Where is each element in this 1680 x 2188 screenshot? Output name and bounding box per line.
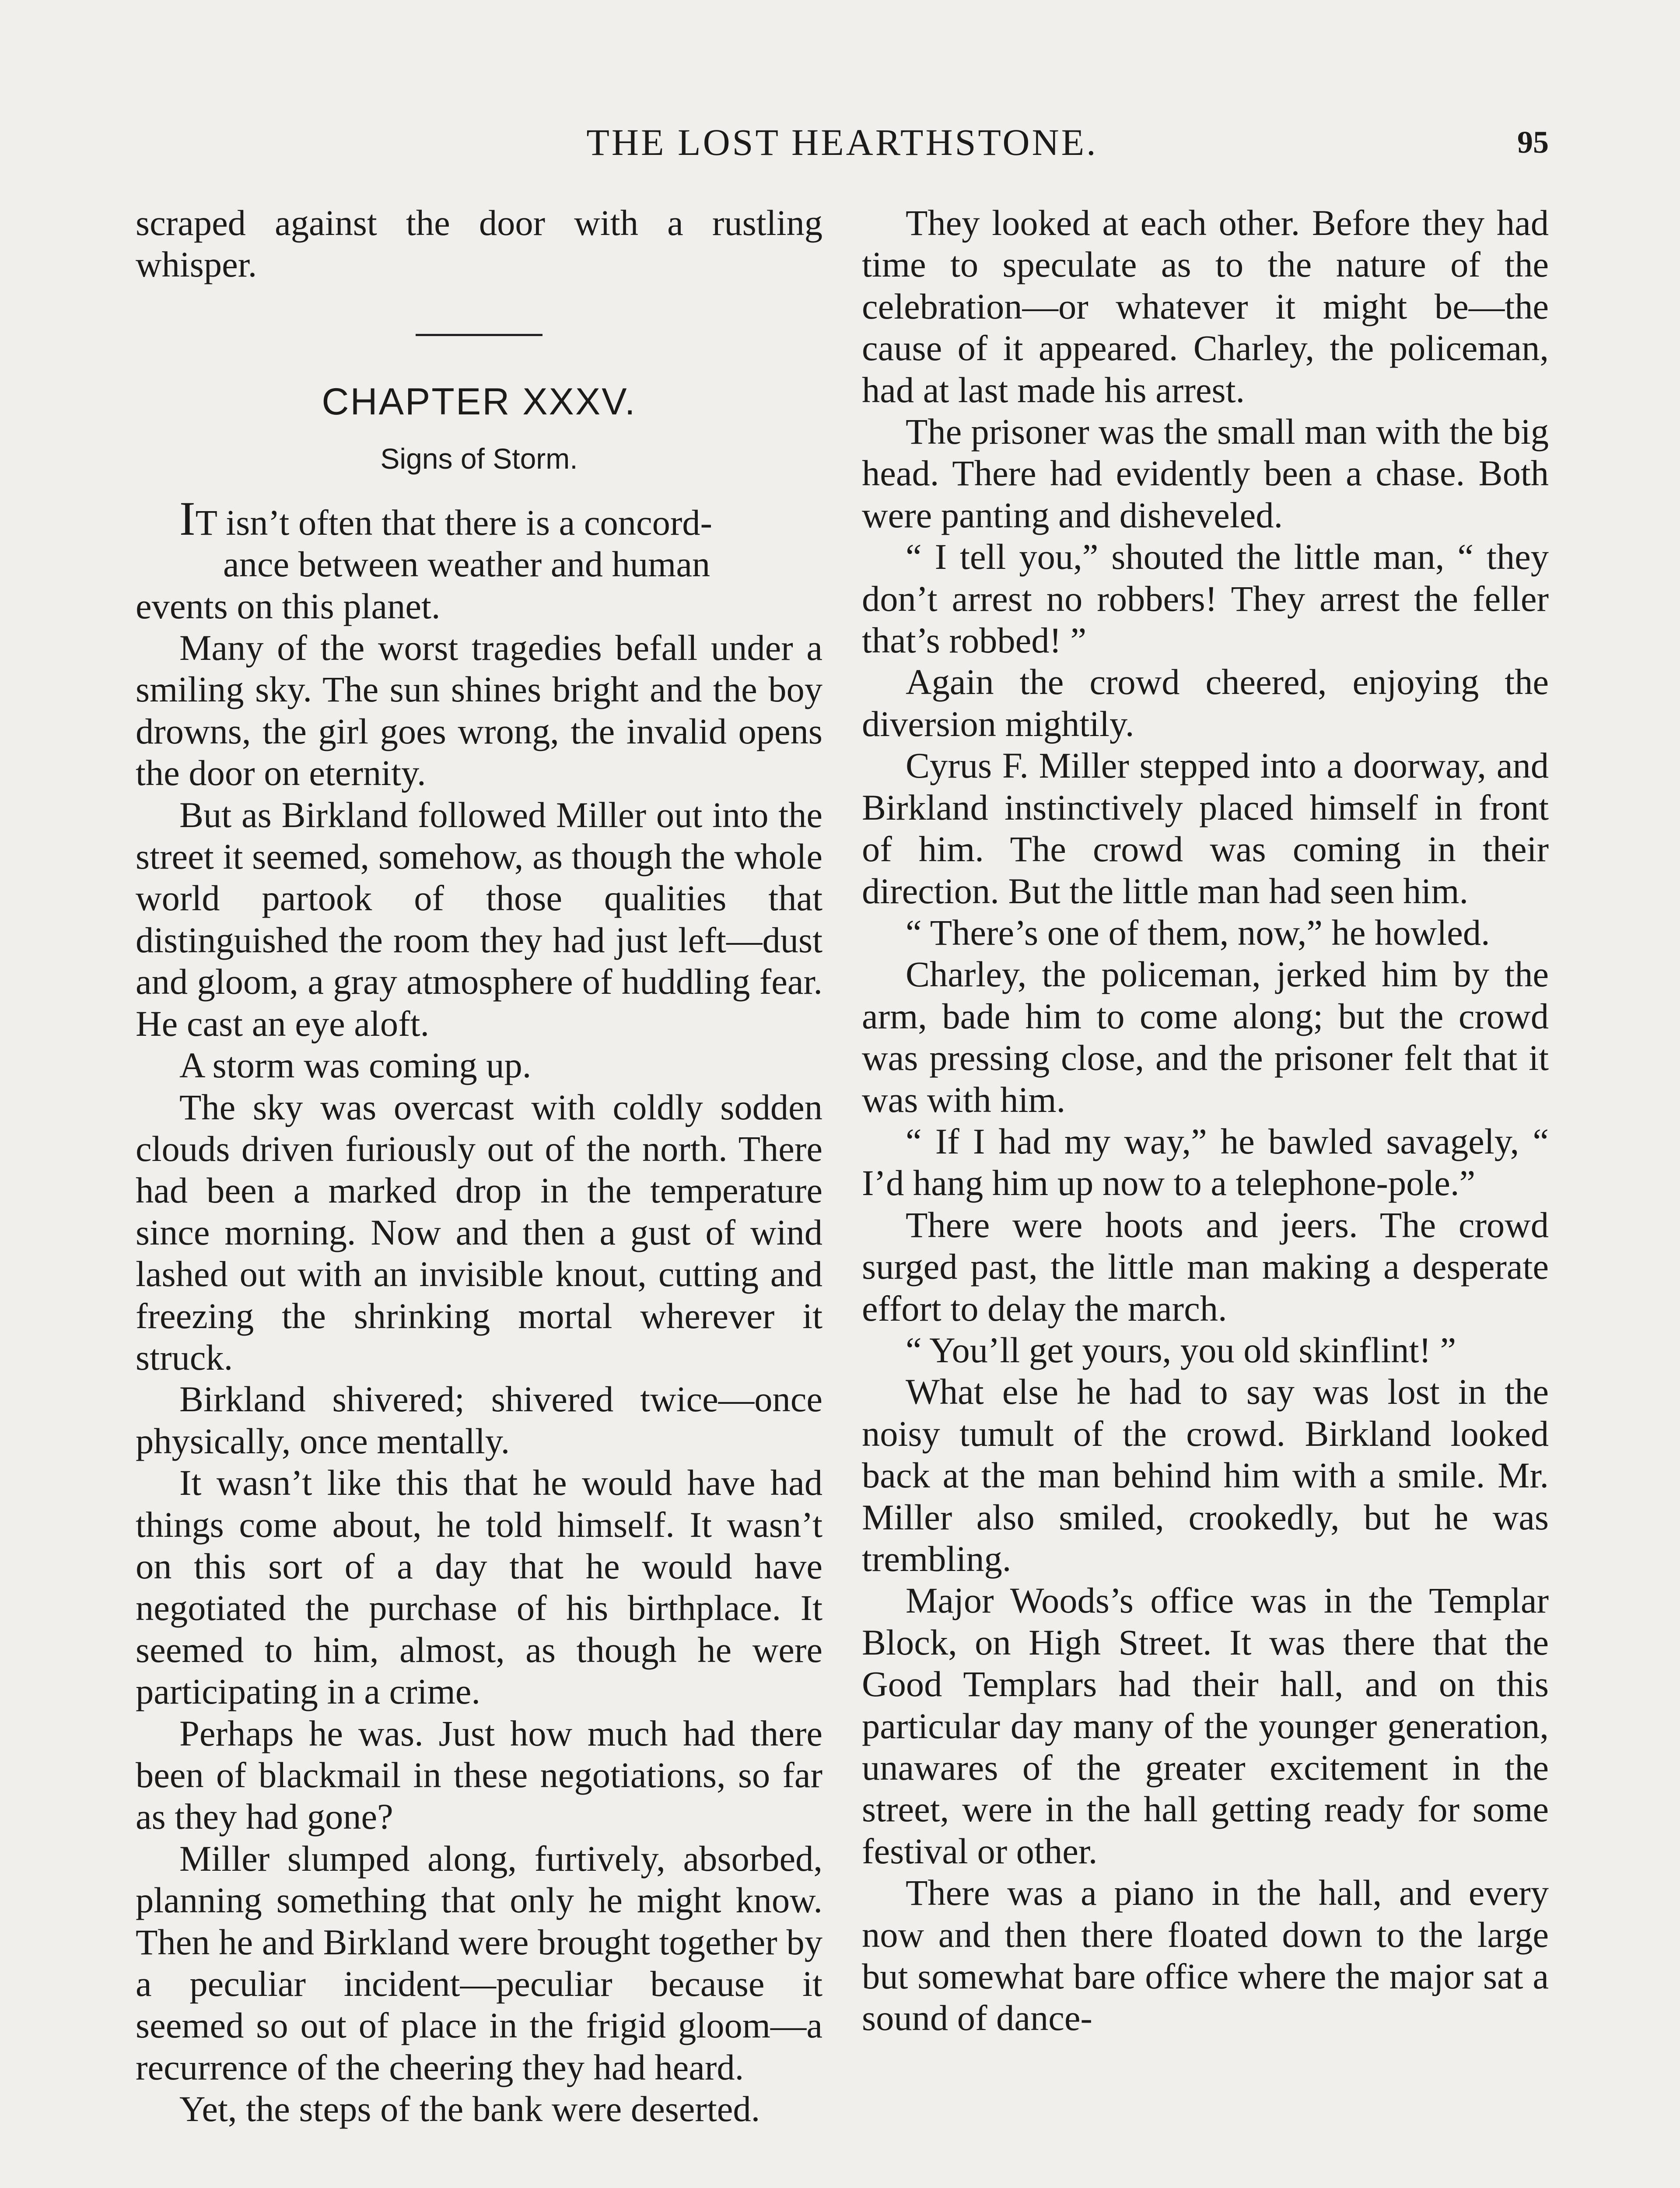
opening-paragraph (136, 491, 822, 627)
paragraph: Charley, the policeman, jerked him by the arm, bade him to come along; but the crowd was pressing close, and the prisoner felt that it was with him. (862, 954, 1549, 1120)
section-divider (416, 334, 542, 336)
paragraph: “ I tell you,” shouted the little man, “ they don’t arrest no robbers! They arrest the feller that’s robbed! ” (862, 536, 1549, 661)
paragraph: Major Woods’s office was in the Templar Block, on High Street. It was there that the Good Templars had their hall, and on this particular day many of the younger generation, unawares of the greater excitement in the street, were in the hall getting ready for some festival or other. (862, 1580, 1549, 1871)
chapter-subtitle: Signs of Storm. (380, 442, 578, 475)
paragraph: Cyrus F. Miller stepped into a doorway, and Birkland instinctively placed himself in front of him. The crowd was coming in their direction. But the little man had seen him. (862, 745, 1549, 911)
paragraph: A storm was coming up. (179, 1045, 532, 1086)
paragraph: The prisoner was the small man with the big head. There had evidently been a chase. Both were panting and disheveled. (862, 411, 1549, 535)
paragraph: “ You’ll get yours, you old skinflint! ” (906, 1329, 1456, 1370)
paragraph: The sky was overcast with coldly sodden clouds driven furiously out of the north. There had been a marked drop in the temperature since morning. Now and then a gust of wind lashed out with an invisible knout, cutting and freezing the shrinking mortal wherever it struck. (136, 1087, 822, 1378)
paragraph: “ If I had my way,” he bawled savagely, “ I’d hang him up now to a telephone-pole.” (862, 1121, 1549, 1203)
opening-rest: events on this planet. (136, 586, 441, 626)
opening-second-line: ance between weather and human (223, 544, 710, 585)
paragraph: They looked at each other. Before they had time to speculate as to the nature of the celebration—or whatever it might be—the cause of it appeared. Charley, the policeman, had at last made his arrest. (862, 203, 1549, 410)
paragraph: Many of the worst tragedies befall under a smiling sky. The sun shines bright and the boy drowns, the girl goes wrong, the invalid opens the door on eternity. (136, 628, 822, 793)
paragraph: But as Birkland followed Miller out into the street it seemed, somehow, as though the whole world partook of those qualities that distinguished the room they had just left—dust and gloom, a gray atmosphere of huddling fear. He cast an eye aloft. (136, 794, 822, 1044)
paragraph: Miller slumped along, furtively, absorbed, planning something that only he might know. Then he and Birkland were brought together by a peculiar incident—peculiar because it seemed so out of place in the frigid gloom—a recurrence of the cheering they had heard. (136, 1838, 822, 2087)
page-number: 95 (1517, 125, 1549, 160)
right-column (862, 202, 1549, 2039)
paragraph: Yet, the steps of the bank were deserted. (179, 2089, 760, 2129)
paragraph: Birkland shivered; shivered twice—once physically, once mentally. (136, 1379, 822, 1461)
drop-cap: I (179, 491, 196, 545)
paragraph: It wasn’t like this that he would have had things come about, he told himself. It wasn’t on this sort of a day that he would have negotiated the purchase of his birthplace. It seemed to him, almost, as though he were participating in a crime. (136, 1462, 822, 1712)
paragraph: There was a piano in the hall, and every now and then there floated down to the large but somewhat bare office where the major sat a sound of dance- (862, 1872, 1549, 2038)
running-title: THE LOST HEARTHSTONE. (586, 121, 1098, 163)
paragraph: Perhaps he was. Just how much had there been of blackmail in these negotiations, so far as they had gone? (136, 1713, 822, 1837)
continuation-paragraph: scraped against the door with a rustling whisper. (136, 203, 822, 285)
chapter-title: CHAPTER XXXV. (322, 380, 637, 423)
paragraph: What else he had to say was lost in the noisy tumult of the crowd. Birkland looked back at the man behind him with a smile. Mr. Miller also smiled, crookedly, but he was trembling. (862, 1371, 1549, 1579)
paragraph: Again the crowd cheered, enjoying the diversion mightily. (862, 662, 1549, 744)
page-header (136, 118, 1549, 166)
paragraph: “ There’s one of them, now,” he howled. (906, 912, 1490, 953)
opening-first-line: T isn’t often that there is a concord- (195, 502, 713, 543)
left-column (136, 202, 822, 2130)
paragraph: There were hoots and jeers. The crowd surged past, the little man making a desperate effort to delay the march. (862, 1204, 1549, 1329)
